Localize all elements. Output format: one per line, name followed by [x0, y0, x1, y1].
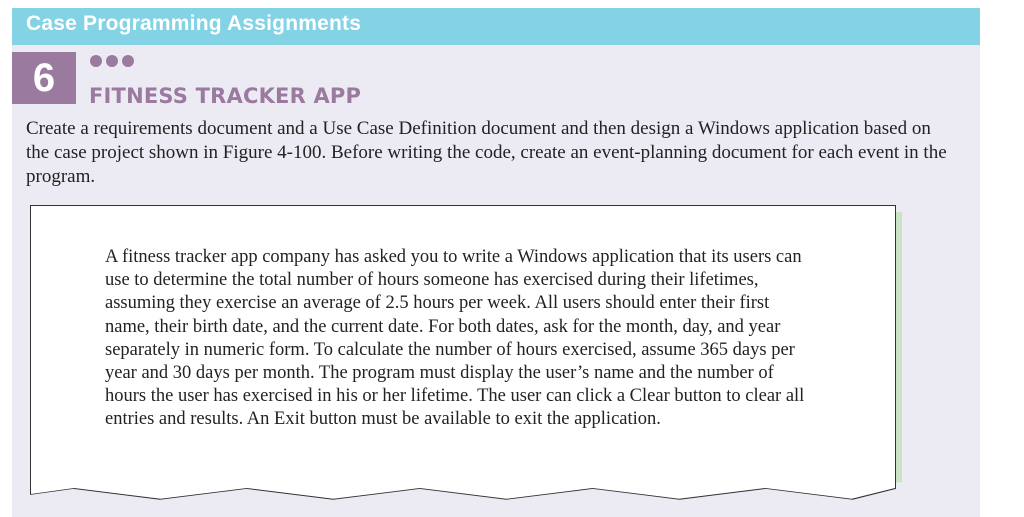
difficulty-dots-icon	[90, 55, 134, 67]
assignment-instructions: Create a requirements document and a Use Case Definition document and then design a Windows application based on the case project shown in Figure 4-100. Before writing the code, create an event-planning document for each event in the program.	[26, 118, 947, 187]
difficulty-dot-icon	[90, 55, 102, 67]
assignment-number-badge: 6	[12, 52, 76, 104]
section-header-title: Case Programming Assignments	[26, 12, 362, 35]
difficulty-dot-icon	[122, 55, 134, 67]
case-description: A fitness tracker app company has asked you to write a Windows application that its users can use to determine the total number of hours someone has exercised during their lifetimes, assuming they exercise an average of 2.5 hours per week. All users should enter their first name, their birth date, and the current date. For both dates, ask for the month, day, and year separately in numeric form. To calculate the number of hours exercised, assume 365 days per year and 30 days per month. The program must display the user’s name and the number of hours the user has exercised in his or her lifetime. The user can click a Clear button to clear all entries and results. An Exit button must be available to exit the application.	[105, 247, 805, 430]
assignment-title: FITNESS TRACKER APP	[89, 84, 362, 108]
difficulty-dot-icon	[106, 55, 118, 67]
